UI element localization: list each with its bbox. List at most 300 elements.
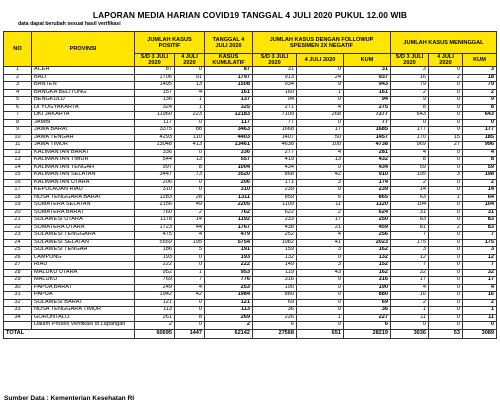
- cell-positif-4juli: 0: [175, 322, 205, 330]
- cell-positif-sd3: 157: [135, 89, 175, 97]
- cell-meninggal-kum: 18: [463, 74, 497, 82]
- cell-positif-sd3: 206: [135, 179, 175, 187]
- cell-positif-4juli: 49: [175, 202, 205, 210]
- cell-positif-4juli: 7: [175, 277, 205, 285]
- cell-meninggal-kum: 11: [463, 314, 497, 322]
- cell-meninggal-kum: 7: [463, 232, 497, 240]
- total-positif-kumulatif: 62142: [205, 329, 253, 338]
- cell-sembuh-4juli: 3: [297, 262, 344, 270]
- cell-positif-kumulatif: 1767: [205, 224, 253, 232]
- cell-sembuh-4juli: 0: [297, 254, 344, 262]
- cell-no: 22: [4, 224, 32, 232]
- cell-positif-sd3: 186: [135, 247, 175, 255]
- verification-note: data dapat berubah sesuai hasil verifikasi: [18, 21, 121, 27]
- table-row: [4, 112, 497, 120]
- cell-provinsi: BANTEN: [32, 82, 135, 90]
- cell-positif-kumulatif: 325: [205, 104, 253, 112]
- cell-sembuh-kum: 6: [344, 322, 391, 330]
- cell-positif-kumulatif: 161: [205, 89, 253, 97]
- cell-meninggal-kum: 2: [463, 89, 497, 97]
- cell-positif-kumulatif: 310: [205, 187, 253, 195]
- cell-positif-4juli: 1: [175, 269, 205, 277]
- cell-provinsi: DKI JAKARTA: [32, 112, 135, 120]
- cell-sembuh-kum: 162: [344, 269, 391, 277]
- cell-no: 24: [4, 239, 32, 247]
- cell-no: 23: [4, 232, 32, 240]
- table-row: [4, 187, 497, 195]
- cell-positif-kumulatif: 1192: [205, 217, 253, 225]
- cell-sembuh-4juli: 0: [297, 164, 344, 172]
- cell-provinsi: SUMATERA BARAT: [32, 209, 135, 217]
- cell-meninggal-4juli: 0: [429, 179, 463, 187]
- cell-positif-sd3: 87: [135, 67, 175, 75]
- cell-positif-kumulatif: 1004: [205, 164, 253, 172]
- table-row: [4, 157, 497, 165]
- cell-meninggal-4juli: 0: [429, 299, 463, 307]
- cell-positif-4juli: 110: [175, 134, 205, 142]
- cell-positif-sd3: 3375: [135, 127, 175, 135]
- cell-no: 2: [4, 74, 32, 82]
- cell-positif-sd3: 3447: [135, 172, 175, 180]
- table-row: [4, 67, 497, 75]
- cell-no: 9: [4, 127, 32, 135]
- cell-positif-kumulatif: 117: [205, 119, 253, 127]
- cell-sembuh-4juli: 0: [297, 67, 344, 75]
- data-source: Sumber Data : Kementerian Kesehatan RI: [4, 395, 135, 402]
- cell-positif-sd3: 760: [135, 209, 175, 217]
- cell-provinsi: BALI: [32, 74, 135, 82]
- cell-meninggal-kum: 3: [463, 247, 497, 255]
- cell-sembuh-4juli: 17: [297, 127, 344, 135]
- cell-positif-4juli: 13: [175, 82, 205, 90]
- cell-provinsi: SUMATERA UTARA: [32, 224, 135, 232]
- cell-provinsi: Dalam Proses Verifikasi di Lapangan: [32, 322, 135, 330]
- cell-positif-4juli: 0: [175, 149, 205, 157]
- total-meninggal-kum: 3089: [463, 329, 497, 338]
- cell-meninggal-kum: 16: [463, 292, 497, 300]
- total-sembuh-kum: 28219: [344, 329, 391, 338]
- cell-meninggal-kum: 8: [463, 157, 497, 165]
- total-sembuh-sd3: 27568: [253, 329, 297, 338]
- table-row: [4, 164, 497, 172]
- header-meninggal-kum: KUM: [463, 54, 497, 67]
- cell-positif-kumulatif: 87: [205, 67, 253, 75]
- cell-sembuh-4juli: 0: [297, 97, 344, 105]
- cell-meninggal-kum: 3: [463, 67, 497, 75]
- table-row: [4, 74, 497, 82]
- header-jumlah-positif: JUMLAH KASUS POSITIF: [135, 32, 205, 54]
- cell-meninggal-4juli: 0: [429, 277, 463, 285]
- cell-positif-sd3: 249: [135, 284, 175, 292]
- cell-sembuh-kum: 36: [344, 307, 391, 315]
- cell-meninggal-kum: 2: [463, 179, 497, 187]
- cell-meninggal-sd3: 104: [391, 202, 429, 210]
- cell-positif-sd3: 1178: [135, 217, 175, 225]
- cell-positif-4juli: 4: [175, 232, 205, 240]
- cell-positif-kumulatif: 5754: [205, 239, 253, 247]
- cell-positif-sd3: 324: [135, 104, 175, 112]
- table-row: [4, 262, 497, 270]
- cell-positif-sd3: 117: [135, 119, 175, 127]
- cell-provinsi: KALIMANTAN TENGAH: [32, 164, 135, 172]
- cell-meninggal-kum: 83: [463, 224, 497, 232]
- cell-meninggal-sd3: 177: [391, 127, 429, 135]
- cell-sembuh-4juli: 42: [297, 172, 344, 180]
- cell-meninggal-kum: 14: [463, 187, 497, 195]
- cell-sembuh-sd3: 1668: [253, 127, 297, 135]
- cell-meninggal-4juli: 0: [429, 209, 463, 217]
- cell-positif-sd3: 1706: [135, 74, 175, 82]
- cell-sembuh-kum: 31: [344, 67, 391, 75]
- cell-provinsi: MALUKU: [32, 277, 135, 285]
- cell-meninggal-kum: 4: [463, 284, 497, 292]
- cell-meninggal-sd3: 32: [391, 269, 429, 277]
- cell-positif-sd3: 113: [135, 307, 175, 315]
- cell-sembuh-sd3: 31: [253, 67, 297, 75]
- cell-sembuh-4juli: 50: [297, 134, 344, 142]
- cell-no: 33: [4, 307, 32, 315]
- cell-positif-4juli: 0: [175, 179, 205, 187]
- cell-no: 26: [4, 254, 32, 262]
- total-meninggal-sd3: 3036: [391, 329, 429, 338]
- cell-positif-kumulatif: 13461: [205, 142, 253, 150]
- cell-provinsi: SULAWESI TENGAH: [32, 247, 135, 255]
- cell-sembuh-kum: 1457: [344, 134, 391, 142]
- cell-positif-kumulatif: 12183: [205, 112, 253, 120]
- table-body: [4, 67, 497, 339]
- cell-provinsi: KEPULAUAN RIAU: [32, 187, 135, 195]
- cell-positif-4juli: 1: [175, 97, 205, 105]
- cell-sembuh-sd3: 434: [253, 164, 297, 172]
- cell-no: 7: [4, 112, 32, 120]
- cell-no: 13: [4, 157, 32, 165]
- table-row: [4, 89, 497, 97]
- cell-sembuh-4juli: 0: [297, 322, 344, 330]
- cell-sembuh-4juli: 0: [297, 284, 344, 292]
- cell-meninggal-sd3: 4: [391, 149, 429, 157]
- cell-positif-4juli: 8: [175, 164, 205, 172]
- cell-sembuh-kum: 174: [344, 179, 391, 187]
- cell-provinsi: PAPUA BARAT: [32, 284, 135, 292]
- cell-sembuh-sd3: 913: [253, 74, 297, 82]
- cell-sembuh-sd3: 252: [253, 232, 297, 240]
- cell-positif-4juli: 1: [175, 104, 205, 112]
- cell-sembuh-sd3: 6: [253, 322, 297, 330]
- cell-meninggal-4juli: 2: [429, 74, 463, 82]
- cell-positif-4juli: 91: [175, 74, 205, 82]
- cell-meninggal-sd3: 2: [391, 89, 429, 97]
- cell-sembuh-kum: 865: [344, 194, 391, 202]
- table-row: [4, 209, 497, 217]
- cell-positif-sd3: 475: [135, 232, 175, 240]
- cell-positif-kumulatif: 2: [205, 322, 253, 330]
- cell-positif-sd3: 13048: [135, 142, 175, 150]
- cell-positif-kumulatif: 762: [205, 209, 253, 217]
- table-row: [4, 224, 497, 232]
- cell-meninggal-sd3: 643: [391, 112, 429, 120]
- cell-meninggal-sd3: 11: [391, 314, 429, 322]
- cell-provinsi: KALIMANTAN BARAT: [32, 149, 135, 157]
- cell-sembuh-kum: 432: [344, 157, 391, 165]
- cell-sembuh-kum: 250: [344, 217, 391, 225]
- cell-meninggal-4juli: 0: [429, 127, 463, 135]
- cell-positif-kumulatif: 191: [205, 247, 253, 255]
- cell-meninggal-sd3: 14: [391, 187, 429, 195]
- cell-provinsi: SULAWESI BARAT: [32, 299, 135, 307]
- cell-sembuh-sd3: 880: [253, 292, 297, 300]
- cell-sembuh-sd3: 419: [253, 157, 297, 165]
- cell-positif-sd3: 1723: [135, 224, 175, 232]
- header-sembuh-sd3: S/D 3 JULI 2020: [253, 54, 297, 67]
- cell-positif-kumulatif: 253: [205, 284, 253, 292]
- cell-sembuh-4juli: 3: [297, 247, 344, 255]
- cell-sembuh-sd3: 132: [253, 254, 297, 262]
- cell-positif-kumulatif: 222: [205, 262, 253, 270]
- cell-no: 19: [4, 202, 32, 210]
- header-provinsi: PROVINSI: [32, 32, 135, 67]
- cell-meninggal-sd3: 59: [391, 164, 429, 172]
- cell-sembuh-4juli: 1: [297, 314, 344, 322]
- cell-sembuh-sd3: 859: [253, 194, 297, 202]
- cell-positif-kumulatif: 113: [205, 307, 253, 315]
- cell-positif-kumulatif: 1311: [205, 194, 253, 202]
- table-row: [4, 322, 497, 330]
- cell-meninggal-sd3: 79: [391, 82, 429, 90]
- cell-provinsi: SUMATERA SELATAN: [32, 202, 135, 210]
- total-meninggal-4juli: 53: [429, 329, 463, 338]
- cell-sembuh-sd3: 438: [253, 224, 297, 232]
- cell-sembuh-kum: 316: [344, 277, 391, 285]
- cell-meninggal-kum: 12: [463, 254, 497, 262]
- cell-sembuh-4juli: 13: [297, 157, 344, 165]
- header-meninggal-4juli: 4 JULI 2020: [429, 54, 463, 67]
- cell-no: 32: [4, 299, 32, 307]
- cell-sembuh-sd3: 171: [253, 179, 297, 187]
- cell-sembuh-4juli: 1: [297, 89, 344, 97]
- cell-sembuh-sd3: 160: [253, 89, 297, 97]
- cell-meninggal-kum: 8: [463, 104, 497, 112]
- cell-provinsi: JAWA TIMUR: [32, 142, 135, 150]
- cell-provinsi: SULAWESI SELATAN: [32, 239, 135, 247]
- cell-no: 17: [4, 187, 32, 195]
- table-row: [4, 104, 497, 112]
- cell-meninggal-4juli: 0: [429, 89, 463, 97]
- report-title: LAPORAN MEDIA HARIAN COVID19 TANGGAL 4 JULI 2020 PUKUL 12.00 WIB: [92, 10, 408, 20]
- cell-meninggal-sd3: 81: [391, 224, 429, 232]
- cell-positif-4juli: 88: [175, 127, 205, 135]
- cell-sembuh-4juli: 21: [297, 224, 344, 232]
- cell-positif-sd3: 336: [135, 149, 175, 157]
- cell-no: [4, 322, 32, 330]
- cell-positif-sd3: 1283: [135, 194, 175, 202]
- cell-meninggal-sd3: 3: [391, 67, 429, 75]
- cell-sembuh-sd3: 149: [253, 262, 297, 270]
- cell-positif-4juli: 4: [175, 89, 205, 97]
- cell-meninggal-4juli: 0: [429, 112, 463, 120]
- cell-no: 6: [4, 104, 32, 112]
- cell-sembuh-sd3: 934: [253, 82, 297, 90]
- cell-sembuh-4juli: 4: [297, 104, 344, 112]
- cell-meninggal-kum: 17: [463, 277, 497, 285]
- cell-positif-4juli: 0: [175, 307, 205, 315]
- total-row: [4, 329, 497, 338]
- cell-meninggal-sd3: 8: [391, 157, 429, 165]
- cell-meninggal-4juli: 0: [429, 187, 463, 195]
- cell-meninggal-kum: 996: [463, 142, 497, 150]
- cell-positif-kumulatif: 1508: [205, 82, 253, 90]
- table-row: [4, 299, 497, 307]
- table-row: [4, 82, 497, 90]
- cell-meninggal-4juli: 0: [429, 322, 463, 330]
- header-jumlah-meninggal: JUMLAH KASUS MENINGGAL: [391, 32, 497, 54]
- cell-sembuh-kum: 1120: [344, 202, 391, 210]
- cell-positif-kumulatif: 953: [205, 269, 253, 277]
- cell-meninggal-sd3: 16: [391, 74, 429, 82]
- table-row: [4, 232, 497, 240]
- cell-meninggal-kum: 643: [463, 112, 497, 120]
- cell-positif-kumulatif: 479: [205, 232, 253, 240]
- cell-meninggal-sd3: 4: [391, 284, 429, 292]
- cell-sembuh-sd3: 868: [253, 172, 297, 180]
- cell-positif-sd3: 121: [135, 299, 175, 307]
- cell-provinsi: BENGKULU: [32, 97, 135, 105]
- cell-provinsi: BANGKA BELITUNG: [32, 89, 135, 97]
- table-row: [4, 97, 497, 105]
- cell-positif-kumulatif: 1797: [205, 74, 253, 82]
- header-sembuh-kum: KUM: [344, 54, 391, 67]
- header-positif-4juli: 4 JULI 2020: [175, 54, 205, 67]
- cell-sembuh-kum: 2023: [344, 239, 391, 247]
- cell-meninggal-sd3: 12: [391, 254, 429, 262]
- cell-sembuh-sd3: 277: [253, 149, 297, 157]
- cell-positif-sd3: 261: [135, 314, 175, 322]
- cell-positif-kumulatif: 3463: [205, 127, 253, 135]
- cell-sembuh-kum: 434: [344, 164, 391, 172]
- cell-positif-kumulatif: 206: [205, 179, 253, 187]
- cell-sembuh-sd3: 1407: [253, 134, 297, 142]
- cell-meninggal-kum: 59: [463, 164, 497, 172]
- cell-meninggal-sd3: 175: [391, 239, 429, 247]
- cell-provinsi: SULAWESI UTARA: [32, 217, 135, 225]
- cell-meninggal-sd3: 83: [391, 217, 429, 225]
- cell-positif-4juli: 223: [175, 112, 205, 120]
- table-row: [4, 247, 497, 255]
- cell-sembuh-kum: 880: [344, 292, 391, 300]
- header-jumlah-sembuh: JUMLAH KASUS DENGAN FOLLOWUP SPESIMEN 2X NEGATIF: [253, 32, 391, 54]
- cell-positif-sd3: 193: [135, 254, 175, 262]
- cell-positif-sd3: 2: [135, 322, 175, 330]
- cell-positif-kumulatif: 3520: [205, 172, 253, 180]
- cell-meninggal-4juli: 0: [429, 149, 463, 157]
- cell-no: 10: [4, 134, 32, 142]
- cell-sembuh-sd3: 233: [253, 217, 297, 225]
- cell-no: 20: [4, 209, 32, 217]
- cell-sembuh-sd3: 226: [253, 314, 297, 322]
- cell-meninggal-kum: 177: [463, 127, 497, 135]
- cell-provinsi: PAPUA: [32, 292, 135, 300]
- cell-meninggal-kum: 198: [463, 172, 497, 180]
- cell-positif-4juli: 0: [175, 299, 205, 307]
- cell-meninggal-sd3: 8: [391, 104, 429, 112]
- cell-sembuh-kum: 943: [344, 82, 391, 90]
- cell-meninggal-sd3: 170: [391, 134, 429, 142]
- cell-meninggal-4juli: 0: [429, 104, 463, 112]
- cell-provinsi: RIAU: [32, 262, 135, 270]
- cell-sembuh-4juli: 0: [297, 299, 344, 307]
- cell-sembuh-4juli: 41: [297, 239, 344, 247]
- cell-positif-4juli: 8: [175, 314, 205, 322]
- table-row: [4, 314, 497, 322]
- cell-sembuh-kum: 162: [344, 247, 391, 255]
- cell-meninggal-kum: 9: [463, 97, 497, 105]
- table-row: [4, 202, 497, 210]
- cell-positif-sd3: 11960: [135, 112, 175, 120]
- cell-meninggal-4juli: 0: [429, 262, 463, 270]
- cell-meninggal-4juli: 0: [429, 292, 463, 300]
- cell-sembuh-4juli: 6: [297, 194, 344, 202]
- cell-provinsi: JAWA BARAT: [32, 127, 135, 135]
- cell-no: 1: [4, 67, 32, 75]
- cell-provinsi: JAMBI: [32, 119, 135, 127]
- cell-sembuh-sd3: 316: [253, 277, 297, 285]
- cell-provinsi: NUSA TENGGARA BARAT: [32, 194, 135, 202]
- cell-no: 3: [4, 82, 32, 90]
- cell-positif-kumulatif: 336: [205, 149, 253, 157]
- cell-sembuh-kum: 256: [344, 232, 391, 240]
- cell-positif-kumulatif: 2205: [205, 202, 253, 210]
- cell-meninggal-sd3: 969: [391, 142, 429, 150]
- cell-meninggal-4juli: 0: [429, 307, 463, 315]
- cell-positif-4juli: 413: [175, 142, 205, 150]
- cell-meninggal-kum: 4: [463, 149, 497, 157]
- cell-meninggal-sd3: 3: [391, 247, 429, 255]
- table-row: [4, 142, 497, 150]
- cell-meninggal-kum: 0: [463, 322, 497, 330]
- cell-sembuh-4juli: 268: [297, 112, 344, 120]
- cell-meninggal-kum: 175: [463, 239, 497, 247]
- cell-sembuh-sd3: 622: [253, 209, 297, 217]
- cell-meninggal-4juli: 15: [429, 134, 463, 142]
- cell-meninggal-4juli: 27: [429, 142, 463, 150]
- cell-meninggal-4juli: 0: [429, 239, 463, 247]
- cell-provinsi: NUSA TENGGARA TIMUR: [32, 307, 135, 315]
- cell-provinsi: MALUKU UTARA: [32, 269, 135, 277]
- table-row: [4, 254, 497, 262]
- total-positif-sd3: 60695: [135, 329, 175, 338]
- cell-no: 29: [4, 277, 32, 285]
- cell-no: 28: [4, 269, 32, 277]
- cell-meninggal-4juli: 0: [429, 67, 463, 75]
- cell-positif-4juli: 195: [175, 239, 205, 247]
- table-row: [4, 119, 497, 127]
- cell-sembuh-sd3: 159: [253, 247, 297, 255]
- cell-positif-sd3: 1495: [135, 82, 175, 90]
- cell-no: 11: [4, 142, 32, 150]
- cell-sembuh-sd3: 1109: [253, 202, 297, 210]
- cell-sembuh-4juli: 0: [297, 277, 344, 285]
- cell-sembuh-4juli: 4: [297, 232, 344, 240]
- cell-meninggal-4juli: 0: [429, 314, 463, 322]
- cell-positif-kumulatif: 269: [205, 314, 253, 322]
- cell-positif-kumulatif: 4403: [205, 134, 253, 142]
- cell-meninggal-4juli: 1: [429, 194, 463, 202]
- total-sembuh-4juli: 651: [297, 329, 344, 338]
- table-row: [4, 179, 497, 187]
- cell-sembuh-sd3: 36: [253, 307, 297, 315]
- cell-meninggal-4juli: 0: [429, 217, 463, 225]
- cell-positif-kumulatif: 1984: [205, 292, 253, 300]
- cell-sembuh-kum: 910: [344, 172, 391, 180]
